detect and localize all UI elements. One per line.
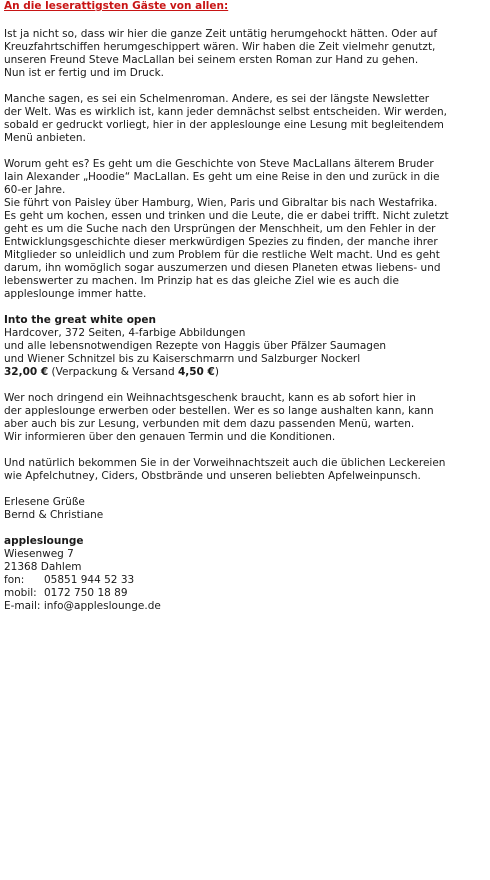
contact-mobil xyxy=(4,587,486,600)
book-recipes-line: und alle lebensnotwendigen Rezepte von Haggis über Pfälzer Saumagen xyxy=(4,340,387,352)
contact-name: appleslounge xyxy=(4,535,84,547)
text-line: Es geht um kochen, essen und trinken und die Leute, die er dabei trifft. Nicht zuletzt xyxy=(4,210,449,222)
book-price: 32,00 € xyxy=(4,366,49,378)
shipping-price: 4,50 € xyxy=(177,366,215,378)
gift-paragraph xyxy=(4,392,486,444)
newsletter-page xyxy=(4,0,486,626)
text-line: 60-er Jahre. xyxy=(4,184,66,196)
text-line: Entwicklungsgeschichte dieser merkwürdigen Spezies zu finden, der manche ihrer xyxy=(4,236,438,248)
text-line: geht es um die Suche nach den Ursprüngen der Menschheit, um den Fehler in der xyxy=(4,223,436,235)
text-line: appleslounge immer hatte. xyxy=(4,288,147,300)
text-line: darum, ihn womöglich sogar auszumerzen und diesen Planeten etwas liebens- und xyxy=(4,262,441,274)
intro-paragraph xyxy=(4,28,486,80)
text-line: Menü anbieten. xyxy=(4,132,86,144)
story-paragraph xyxy=(4,158,486,301)
text-line: der Welt. Was es wirklich ist, kann jeder demnächst selbst entscheiden. Wir werden, xyxy=(4,106,447,118)
text-line: Manche sagen, es sei ein Schelmenroman. Andere, es sei der längste Newsletter xyxy=(4,93,430,105)
treats-paragraph xyxy=(4,457,486,483)
mobil-number: 0172 750 18 89 xyxy=(44,587,128,599)
greeting-heading: An die leserattigsten Gäste von allen: xyxy=(4,0,229,12)
email-label: E-mail: xyxy=(4,600,41,612)
email-address: info@appleslounge.de xyxy=(43,600,161,612)
closing-signature: Bernd & Christiane xyxy=(4,509,104,521)
text-line: Kreuzfahrtschiffen herumgeschippert wären. Wir haben die Zeit vielmehr genutzt, xyxy=(4,41,436,53)
text-line: Iain Alexander „Hoodie“ MacLallan. Es geht um eine Reise in den und zurück in die xyxy=(4,171,440,183)
book-format: Hardcover, 372 Seiten, 4-farbige Abbildungen xyxy=(4,327,246,339)
text-line: Worum geht es? Es geht um die Geschichte von Steve MacLallans älterem Bruder xyxy=(4,158,434,170)
text-line: unseren Freund Steve MacLallan bei seinem ersten Roman zur Hand zu gehen. xyxy=(4,54,419,66)
closing xyxy=(4,496,486,522)
mobil-label: mobil: xyxy=(4,587,37,599)
text-line: Ist ja nicht so, dass wir hier die ganze Zeit untätig herumgehockt hätten. Oder auf xyxy=(4,28,438,40)
text-line: wie Apfelchutney, Ciders, Obstbrände und unseren beliebten Apfelweinpunsch. xyxy=(4,470,421,482)
shipping-prefix: (Verpackung & Versand xyxy=(48,366,178,378)
book-price-line xyxy=(4,366,486,379)
contact-block xyxy=(4,535,486,613)
text-line: aber auch bis zur Lesung, verbunden mit dem dazu passenden Menü, warten. xyxy=(4,418,415,430)
text-line: Und natürlich bekommen Sie in der Vorweihnachtszeit auch die üblichen Leckereien xyxy=(4,457,446,469)
novel-paragraph xyxy=(4,93,486,145)
book-recipes-line: und Wiener Schnitzel bis zu Kaiserschmarrn und Salzburger Nockerl xyxy=(4,353,361,365)
contact-email xyxy=(4,600,486,613)
text-line: Mitglieder so unleidlich und zum Problem für die restliche Welt macht. Und es geht xyxy=(4,249,440,261)
text-line: lebenswerter zu machen. Im Prinzip hat es das gleiche Ziel wie es auch die xyxy=(4,275,399,287)
book-info xyxy=(4,314,486,379)
text-line: Sie führt von Paisley über Hamburg, Wien, Paris und Gibraltar bis nach Westafrika. xyxy=(4,197,438,209)
text-line: der appleslounge erwerben oder bestellen. Wer es so lange aushalten kann, kann xyxy=(4,405,434,417)
fon-label: fon: xyxy=(4,574,25,586)
text-line: Wer noch dringend ein Weihnachtsgeschenk braucht, kann es ab sofort hier in xyxy=(4,392,416,404)
shipping-suffix: ) xyxy=(214,366,219,378)
text-line: sobald er gedruckt vorliegt, hier in der appleslounge eine Lesung mit begleitendem xyxy=(4,119,444,131)
contact-fon xyxy=(4,574,486,587)
text-line: Wir informieren über den genauen Termin und die Konditionen. xyxy=(4,431,336,443)
contact-street: Wiesenweg 7 xyxy=(4,548,74,560)
text-line: Nun ist er fertig und im Druck. xyxy=(4,67,165,79)
closing-greeting: Erlesene Grüße xyxy=(4,496,85,508)
fon-number: 05851 944 52 33 xyxy=(44,574,135,586)
book-title: Into the great white open xyxy=(4,314,157,326)
contact-city: 21368 Dahlem xyxy=(4,561,82,573)
